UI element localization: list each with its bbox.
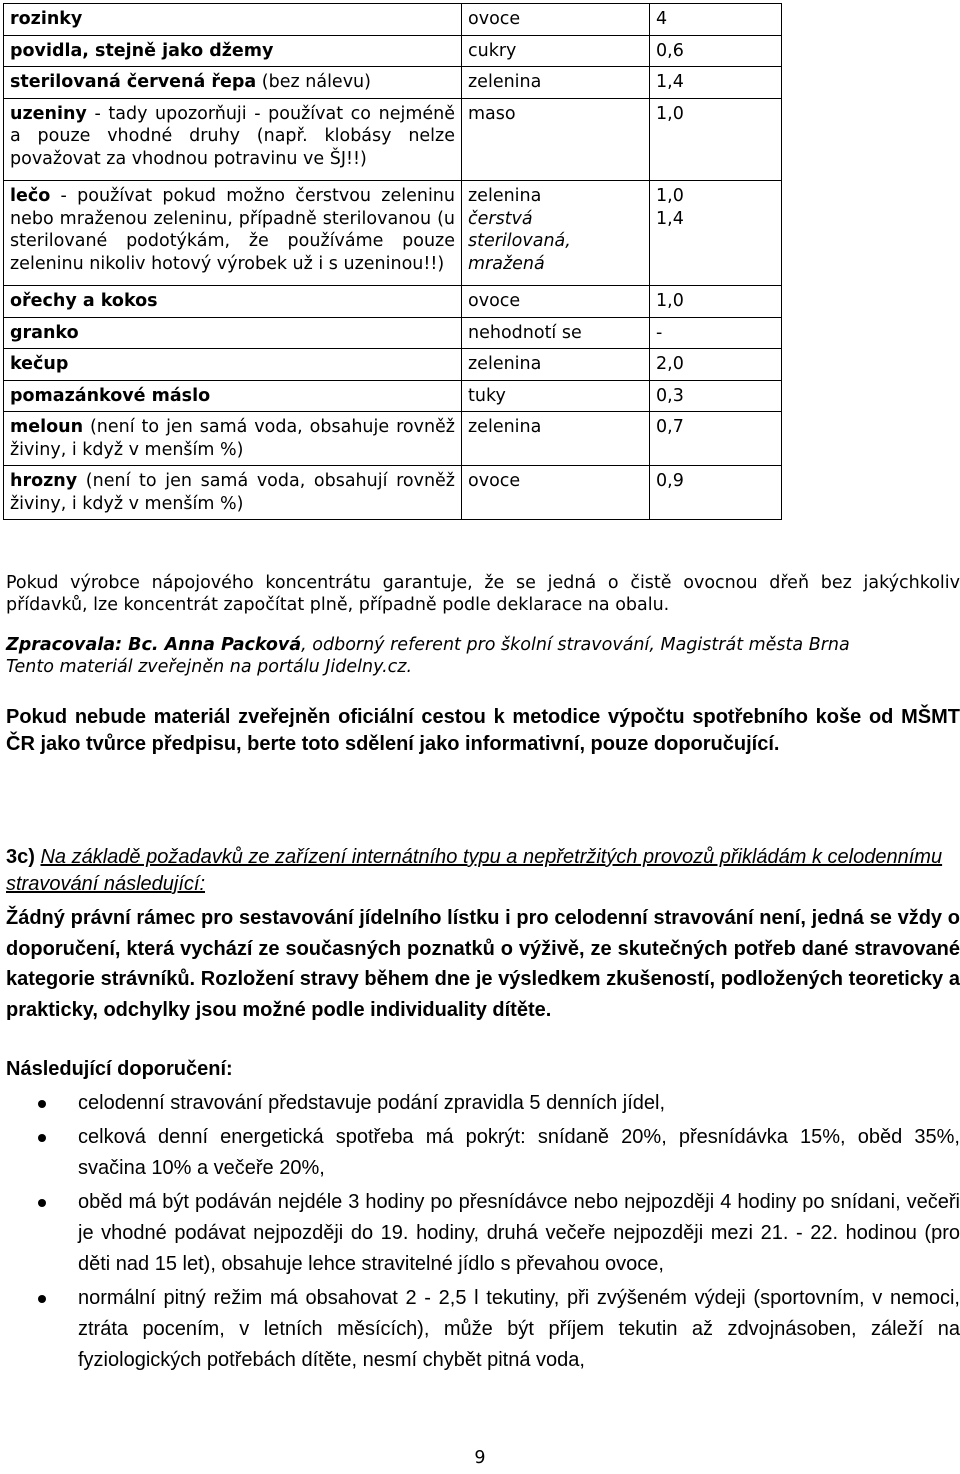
food-name: kečup xyxy=(10,354,69,374)
table-row xyxy=(4,67,782,99)
table-row xyxy=(4,466,782,520)
food-name: pomazánkové máslo xyxy=(10,385,211,406)
food-name: meloun xyxy=(10,417,84,437)
category: zelenina xyxy=(468,186,542,206)
list-item xyxy=(0,1283,960,1376)
food-note: - používat pokud možno čerstvou zeleninu nebo mraženou zeleninu, případně sterilovanou (u sterilované podotýkám, že používáme pouze zeleninu nikoliv hotový výrobek už i s uzeninou!!) xyxy=(10,186,455,274)
list-item xyxy=(0,1187,960,1280)
category: zelenina xyxy=(468,354,542,374)
food-name-cell xyxy=(4,67,462,99)
section-number: 3c) xyxy=(6,846,35,868)
food-name-cell xyxy=(4,317,462,349)
list-item-text: normální pitný režim má obsahovat 2 - 2,5 l tekutiny, při zvýšeném výdeji (sportovním, v nemoci, ztráta pocením, v letních měsících), může být příjem tekutin až zdvojnásoben, záleží na fyziologických potřebách dítěte, nesmí chybět pitná voda, xyxy=(78,1287,960,1371)
category: tuky xyxy=(468,385,506,406)
author-signature xyxy=(6,634,960,678)
food-name-cell xyxy=(4,181,462,286)
coefficient: 0,9 xyxy=(656,471,684,491)
table-row xyxy=(4,98,782,181)
table-row xyxy=(4,286,782,318)
food-note: - tady upozorňuji - používat co nejméně a pouze vhodné druhy (např. klobásy nelze považovat za vhodnou potravinu ve ŠJ!!) xyxy=(10,103,455,169)
bullet-icon xyxy=(38,1295,46,1303)
food-name-cell xyxy=(4,4,462,36)
published-note: Tento materiál zveřejněn na portálu Jidelny.cz. xyxy=(6,657,413,677)
coefficient: 1,0 xyxy=(656,186,684,206)
section-title: Na základě požadavků ze zařízení internátního typu a nepřetržitých provozů přikládám k celodennímu stravování následující: xyxy=(6,846,943,895)
food-name: sterilovaná červená řepa xyxy=(10,72,257,92)
table-row xyxy=(4,349,782,381)
food-name: hrozny xyxy=(10,471,78,491)
recommendations-heading: Následující doporučení: xyxy=(6,1058,233,1080)
food-name: lečo xyxy=(10,186,51,206)
table-body xyxy=(4,4,782,520)
category-cell xyxy=(462,67,650,99)
list-item-text: celodenní stravování představuje podání zpravidla 5 denních jídel, xyxy=(78,1092,666,1114)
coefficient: 1,0 xyxy=(656,291,684,311)
category: zelenina xyxy=(468,417,542,437)
coefficient: 1,4 xyxy=(656,72,684,92)
food-name-cell xyxy=(4,35,462,67)
category-cell xyxy=(462,35,650,67)
category: ovoce xyxy=(468,471,521,491)
category-cell xyxy=(462,412,650,466)
coefficient: 0,3 xyxy=(656,385,684,406)
coefficient-cell xyxy=(650,181,782,286)
category: maso xyxy=(468,103,516,124)
category-cell xyxy=(462,380,650,412)
coefficient-cell xyxy=(650,98,782,181)
category-cell xyxy=(462,466,650,520)
category: zelenina xyxy=(468,72,542,92)
category-cell xyxy=(462,286,650,318)
food-name: povidla, stejně jako džemy xyxy=(10,40,274,61)
food-name-cell xyxy=(4,380,462,412)
bullet-icon xyxy=(38,1199,46,1207)
table-row xyxy=(4,35,782,67)
coefficient-cell xyxy=(650,4,782,36)
food-coefficient-table xyxy=(3,3,782,520)
section-body: Žádný právní rámec pro sestavování jídelního lístku i pro celodenní stravování není, jedná se vždy o doporučení, která vychází ze současných poznatků o výživě, ze skutečných potřeb dané stravované kategorie strávníků. Rozložení stravy během dne je výsledkem zkušeností, podložených teoreticky a prakticky, odchylky jsou možné podle individuality dítěte. xyxy=(6,907,960,1021)
coefficient: 2,0 xyxy=(656,354,684,374)
food-note: (není to jen samá voda, obsahuje rovněž živiny, i když v menším %) xyxy=(10,417,455,460)
coefficient: 4 xyxy=(656,9,668,29)
table-row xyxy=(4,317,782,349)
coefficient: 0,6 xyxy=(656,40,684,61)
coefficient-cell xyxy=(650,317,782,349)
category: ovoce xyxy=(468,9,521,29)
food-table-container xyxy=(3,3,781,520)
food-name-cell xyxy=(4,98,462,181)
food-name-cell xyxy=(4,466,462,520)
list-item xyxy=(0,1122,960,1184)
category: cukry xyxy=(468,40,517,61)
food-name-cell xyxy=(4,349,462,381)
warning-paragraph: Pokud nebude materiál zveřejněn oficiální cestou k metodice výpočtu spotřebního koše od MŠMT ČR jako tvůrce předpisu, berte toto sdělení jako informativní, pouze doporučující. xyxy=(6,706,960,755)
category-cell xyxy=(462,349,650,381)
food-name: ořechy a kokos xyxy=(10,291,158,311)
category-cell xyxy=(462,317,650,349)
recommendations-list xyxy=(0,1088,960,1376)
coefficient-cell xyxy=(650,67,782,99)
category-detail: čerstvá sterilovaná, mražená xyxy=(468,208,571,274)
author-label: Zpracovala: Bc. xyxy=(6,635,159,655)
coefficient-cell xyxy=(650,466,782,520)
bullet-icon xyxy=(38,1100,46,1108)
category-cell xyxy=(462,4,650,36)
bullet-icon xyxy=(38,1134,46,1142)
page-number: 9 xyxy=(474,1448,486,1468)
food-name-cell xyxy=(4,412,462,466)
coefficient: 1,0 xyxy=(656,103,684,124)
food-name-cell xyxy=(4,286,462,318)
food-note: (není to jen samá voda, obsahují rovněž živiny, i když v menším %) xyxy=(10,471,455,514)
table-row xyxy=(4,412,782,466)
coefficient-cell xyxy=(650,286,782,318)
category-cell xyxy=(462,98,650,181)
author-role: , odborný referent pro školní stravování, Magistrát města Brna xyxy=(301,635,850,655)
coefficient-cell xyxy=(650,349,782,381)
category-cell xyxy=(462,181,650,286)
author-name: Anna Packová xyxy=(158,635,302,655)
table-row xyxy=(4,380,782,412)
food-name: granko xyxy=(10,322,79,343)
coefficient: - xyxy=(656,322,663,343)
food-note: (bez nálevu) xyxy=(256,72,371,92)
coefficient-cell xyxy=(650,412,782,466)
section-heading xyxy=(6,844,960,898)
coefficient-cell xyxy=(650,380,782,412)
coefficient: 0,7 xyxy=(656,417,684,437)
list-item-text: oběd má být podáván nejdéle 3 hodiny po přesnídávce nebo nejpozději 4 hodiny po snídani, večeři je vhodné podávat nejpozději do 19. hodiny, druhá večeře nejpozději mezi 21. - 22. hodinou (pro děti nad 15 let), obsahuje lehce stravitelné jídlo s převahou ovoce, xyxy=(78,1191,960,1275)
concentrate-note: Pokud výrobce nápojového koncentrátu garantuje, že se jedná o čistě ovocnou dřeň bez jakýchkoliv přídavků, lze koncentrát započítat plně, případně podle deklarace na obalu. xyxy=(6,573,960,615)
table-row xyxy=(4,181,782,286)
table-row xyxy=(4,4,782,36)
category: ovoce xyxy=(468,291,521,311)
food-name: rozinky xyxy=(10,9,83,29)
list-item xyxy=(0,1088,960,1119)
coefficient-alt: 1,4 xyxy=(656,208,684,229)
category: nehodnotí se xyxy=(468,322,582,343)
coefficient-cell xyxy=(650,35,782,67)
list-item-text: celková denní energetická spotřeba má pokrýt: snídaně 20%, přesnídávka 15%, oběd 35%, svačina 10% a večeře 20%, xyxy=(78,1126,960,1179)
food-name: uzeniny xyxy=(10,103,87,124)
